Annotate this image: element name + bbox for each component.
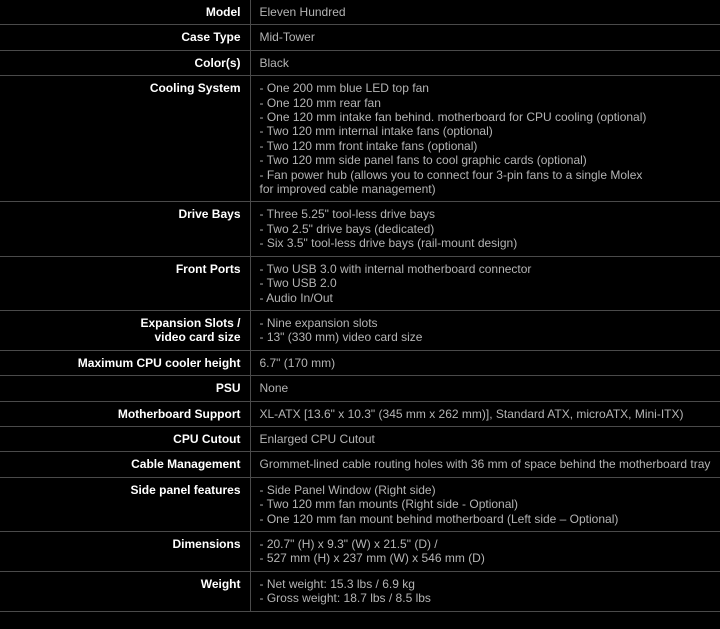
spec-row <box>0 310 720 350</box>
spec-label-cell <box>0 256 250 310</box>
spec-label-cell <box>0 25 250 50</box>
spec-value-cell <box>250 50 720 75</box>
spec-label: Cooling System <box>149 81 241 96</box>
spec-value-line: Enlarged CPU Cutout <box>259 431 375 446</box>
spec-value-line: - Net weight: 15.3 lbs / 6.9 kg <box>259 576 415 591</box>
spec-value-line: Eleven Hundred <box>259 5 346 19</box>
spec-value-line: for improved cable management) <box>259 182 436 197</box>
spec-row <box>0 376 720 401</box>
spec-value-cell <box>250 401 720 426</box>
spec-label-cell <box>0 477 250 531</box>
spec-value-line: - Two 120 mm front intake fans (optional) <box>259 138 478 153</box>
spec-value-line: - Two 120 mm internal intake fans (optional) <box>259 124 493 139</box>
spec-label-cell <box>0 531 250 571</box>
spec-row <box>0 350 720 375</box>
spec-value-line: - Two 2.5" drive bays (dedicated) <box>259 221 435 236</box>
spec-row <box>0 401 720 426</box>
spec-value-line: - Three 5.25" tool-less drive bays <box>259 207 435 222</box>
spec-row <box>0 571 720 611</box>
spec-row <box>0 202 720 256</box>
spec-value-line: - Gross weight: 18.7 lbs / 8.5 lbs <box>259 591 431 606</box>
spec-value-line: - Fan power hub (allows you to connect four 3-pin fans to a single Molex <box>259 167 643 182</box>
spec-value-cell <box>250 25 720 50</box>
spec-value-cell <box>250 531 720 571</box>
spec-value-cell <box>250 426 720 451</box>
spec-value-line: - One 200 mm blue LED top fan <box>259 81 429 96</box>
spec-value-cell <box>250 256 720 310</box>
spec-label-cell <box>0 310 250 350</box>
spec-value-line: - Two USB 3.0 with internal motherboard connector <box>259 261 532 276</box>
spec-value-line: - One 120 mm fan mount behind motherboard (Left side – Optional) <box>259 511 619 526</box>
spec-label: PSU <box>215 381 241 396</box>
spec-value-line: - Two 120 mm fan mounts (Right side - Optional) <box>259 497 519 512</box>
spec-value-line: - 13" (330 mm) video card size <box>259 330 423 345</box>
spec-value-cell <box>250 376 720 401</box>
spec-value-line: - One 120 mm rear fan <box>259 95 381 110</box>
spec-value-line: - Nine expansion slots <box>259 315 378 330</box>
spec-value-line: - Two 120 mm side panel fans to cool graphic cards (optional) <box>259 153 587 168</box>
spec-label: CPU Cutout <box>173 431 241 446</box>
spec-label: Side panel features <box>130 482 241 497</box>
spec-value-line: - Audio In/Out <box>259 290 333 305</box>
spec-label: Cable Management <box>131 457 241 472</box>
spec-value-cell <box>250 452 720 477</box>
spec-value-cell <box>250 76 720 202</box>
spec-value-cell <box>250 202 720 256</box>
spec-row <box>0 452 720 477</box>
spec-value-line: XL-ATX [13.6" x 10.3" (345 mm x 262 mm)], Standard ATX, microATX, Mini-ITX) <box>259 406 684 421</box>
spec-label: Motherboard Support <box>117 406 241 421</box>
spec-value-line: None <box>259 381 289 396</box>
spec-label: video card size <box>154 330 241 345</box>
spec-value-line: - 527 mm (H) x 237 mm (W) x 546 mm (D) <box>259 551 485 566</box>
spec-label: Expansion Slots / <box>140 315 241 330</box>
spec-label: Model <box>205 5 241 19</box>
spec-label-cell <box>0 452 250 477</box>
spec-row <box>0 76 720 202</box>
spec-label: Color(s) <box>194 55 241 70</box>
spec-label-cell <box>0 350 250 375</box>
spec-value-line: - Side Panel Window (Right side) <box>259 482 436 497</box>
spec-label-cell <box>0 571 250 611</box>
spec-value-cell <box>250 350 720 375</box>
spec-label: Maximum CPU cooler height <box>77 355 241 370</box>
spec-value-line: 6.7" (170 mm) <box>259 355 336 370</box>
spec-label: Case Type <box>181 30 241 45</box>
spec-label-cell <box>0 202 250 256</box>
spec-label-cell <box>0 401 250 426</box>
spec-label: Front Ports <box>175 261 241 276</box>
spec-label-cell <box>0 426 250 451</box>
spec-label: Weight <box>200 576 241 591</box>
spec-value-line: Grommet-lined cable routing holes with 36 mm of space behind the motherboard tray <box>259 457 711 472</box>
spec-row <box>0 426 720 451</box>
spec-row <box>0 25 720 50</box>
spec-row <box>0 50 720 75</box>
spec-value-cell <box>250 477 720 531</box>
spec-value-cell <box>250 571 720 611</box>
spec-row <box>0 477 720 531</box>
spec-row <box>0 531 720 571</box>
spec-label-cell <box>0 0 250 25</box>
spec-label-cell <box>0 376 250 401</box>
spec-value-cell <box>250 0 720 25</box>
spec-label: Drive Bays <box>178 207 241 222</box>
spec-label: Dimensions <box>172 536 241 551</box>
spec-label-cell <box>0 50 250 75</box>
spec-value-line: - 20.7" (H) x 9.3" (W) x 21.5" (D) / <box>259 536 438 551</box>
spec-value-line: - Two USB 2.0 <box>259 276 337 291</box>
spec-value-line: Mid-Tower <box>259 30 315 45</box>
spec-label-cell <box>0 76 250 202</box>
spec-value-line: - Six 3.5" tool-less drive bays (rail-mount design) <box>259 236 518 251</box>
spec-value-line: - One 120 mm intake fan behind. motherboard for CPU cooling (optional) <box>259 110 647 125</box>
spec-row <box>0 0 720 25</box>
spec-row <box>0 256 720 310</box>
spec-value-line: Black <box>259 55 289 70</box>
spec-value-cell <box>250 310 720 350</box>
